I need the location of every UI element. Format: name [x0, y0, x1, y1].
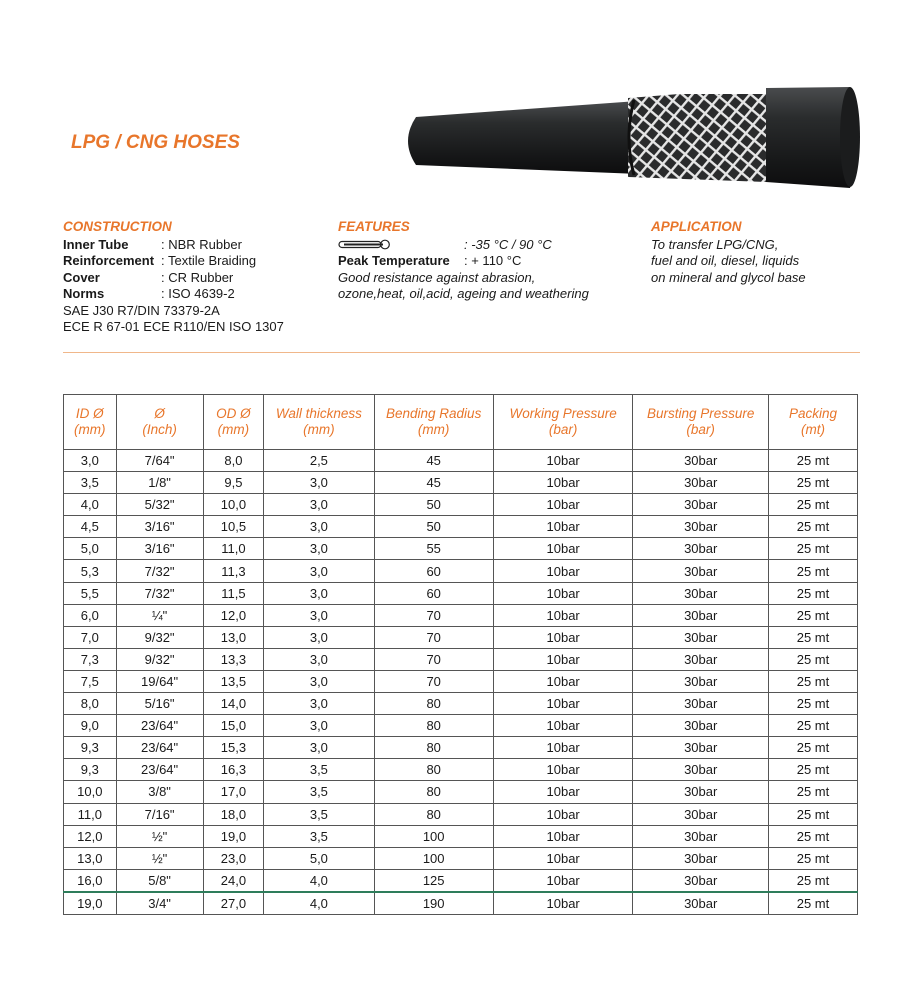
- table-row: [64, 604, 858, 626]
- table-cell: 25 mt: [768, 648, 857, 670]
- table-cell: 12,0: [64, 825, 117, 847]
- table-cell: 5,0: [264, 847, 374, 869]
- table-cell: 23,0: [203, 847, 264, 869]
- table-cell: 80: [374, 715, 493, 737]
- column-header-line: ID Ø: [75, 406, 104, 421]
- table-cell: 10bar: [493, 781, 633, 803]
- table-cell: 50: [374, 516, 493, 538]
- temperature-range: : -35 °C / 90 °C: [464, 236, 552, 252]
- table-cell: 10bar: [493, 892, 633, 915]
- table-cell: 3,0: [264, 715, 374, 737]
- table-cell: 10bar: [493, 582, 633, 604]
- table-cell: 25 mt: [768, 825, 857, 847]
- table-cell: 11,3: [203, 560, 264, 582]
- features-description-1: Good resistance against abrasion,: [338, 269, 536, 285]
- table-cell: 3/16": [116, 538, 203, 560]
- table-cell: 16,3: [203, 759, 264, 781]
- table-cell: 25 mt: [768, 670, 857, 692]
- table-cell: 7,5: [64, 670, 117, 692]
- table-cell: 25 mt: [768, 781, 857, 803]
- table-cell: 3,5: [64, 472, 117, 494]
- table-body: [64, 450, 858, 915]
- norms-line-2: SAE J30 R7/DIN 73379-2A: [63, 302, 220, 318]
- table-cell: 10bar: [493, 626, 633, 648]
- peak-temperature-value: : + 110 °C: [464, 253, 522, 268]
- table-cell: 9/32": [116, 648, 203, 670]
- table-row: [64, 494, 858, 516]
- table-row: [64, 472, 858, 494]
- column-header-line: Bending Radius: [386, 406, 482, 421]
- table-cell: 3,0: [264, 648, 374, 670]
- inner-tube-label: Inner Tube: [63, 236, 129, 252]
- table-cell: 30bar: [633, 715, 769, 737]
- table-cell: 9,3: [64, 759, 117, 781]
- table-cell: 3,0: [264, 693, 374, 715]
- table-cell: 70: [374, 604, 493, 626]
- column-header-line: Bursting Pressure: [647, 406, 755, 421]
- features-heading: FEATURES: [338, 219, 410, 234]
- table-cell: ½": [116, 847, 203, 869]
- table-cell: 25 mt: [768, 892, 857, 915]
- table-cell: 27,0: [203, 892, 264, 915]
- table-cell: 9/32": [116, 626, 203, 648]
- table-cell: 25 mt: [768, 604, 857, 626]
- table-row: [64, 626, 858, 648]
- table-cell: 11,0: [203, 538, 264, 560]
- column-header-line: (Inch): [142, 422, 177, 437]
- table-cell: 3,5: [264, 781, 374, 803]
- table-cell: 4,5: [64, 516, 117, 538]
- table-cell: 25 mt: [768, 472, 857, 494]
- features-description-2: ozone,heat, oil,acid, ageing and weathering: [338, 286, 589, 301]
- table-cell: 60: [374, 582, 493, 604]
- table-cell: 7,3: [64, 648, 117, 670]
- table-cell: 25 mt: [768, 626, 857, 648]
- construction-heading: CONSTRUCTION: [63, 219, 172, 234]
- table-cell: 10bar: [493, 450, 633, 472]
- table-row: [64, 847, 858, 869]
- table-cell: 25 mt: [768, 847, 857, 869]
- table-cell: 25 mt: [768, 560, 857, 582]
- table-cell: 7/32": [116, 582, 203, 604]
- table-cell: 30bar: [633, 825, 769, 847]
- table-cell: 3/8": [116, 781, 203, 803]
- table-cell: 80: [374, 759, 493, 781]
- column-header-line: (mm): [303, 422, 335, 437]
- table-cell: 5/8": [116, 869, 203, 892]
- table-cell: 80: [374, 781, 493, 803]
- table-row: [64, 560, 858, 582]
- table-cell: 24,0: [203, 869, 264, 892]
- hose-illustration: [398, 84, 866, 192]
- table-cell: 25 mt: [768, 737, 857, 759]
- table-cell: 14,0: [203, 693, 264, 715]
- table-cell: 9,3: [64, 737, 117, 759]
- table-cell: 30bar: [633, 759, 769, 781]
- column-header: [374, 395, 493, 450]
- table-cell: 25 mt: [768, 494, 857, 516]
- column-header-line: (mm): [217, 422, 250, 437]
- table-cell: 3,0: [264, 538, 374, 560]
- table-cell: 3,0: [264, 560, 374, 582]
- table-row: [64, 825, 858, 847]
- table-cell: 8,0: [64, 693, 117, 715]
- table-row: [64, 693, 858, 715]
- table-cell: 17,0: [203, 781, 264, 803]
- table-row: [64, 538, 858, 560]
- table-cell: 4,0: [264, 892, 374, 915]
- norms-line-3: ECE R 67-01 ECE R110/EN ISO 1307: [63, 319, 284, 334]
- table-cell: 30bar: [633, 648, 769, 670]
- column-header-line: OD Ø: [216, 406, 251, 421]
- table-cell: 25 mt: [768, 450, 857, 472]
- column-header-line: Packing: [788, 406, 837, 421]
- column-header-line: (mm): [417, 422, 450, 437]
- table-row: [64, 516, 858, 538]
- table-cell: 7/64": [116, 450, 203, 472]
- table-cell: 5,3: [64, 560, 117, 582]
- table-cell: 30bar: [633, 626, 769, 648]
- table-row: [64, 737, 858, 759]
- table-cell: 10bar: [493, 693, 633, 715]
- table-cell: 10bar: [493, 494, 633, 516]
- table-cell: 3,0: [264, 737, 374, 759]
- norms-label: Norms: [63, 286, 105, 301]
- table-cell: 7/32": [116, 560, 203, 582]
- application-line-2: fuel and oil, diesel, liquids: [651, 253, 800, 268]
- table-cell: 3,0: [264, 472, 374, 494]
- table-cell: 80: [374, 803, 493, 825]
- table-row: [64, 582, 858, 604]
- table-cell: 25 mt: [768, 759, 857, 781]
- table-cell: 3/4": [116, 892, 203, 915]
- column-header-line: Working Pressure: [509, 406, 617, 421]
- table-cell: 30bar: [633, 847, 769, 869]
- table-cell: 8,0: [203, 450, 264, 472]
- table-cell: 5/32": [116, 494, 203, 516]
- table-cell: 25 mt: [768, 715, 857, 737]
- table-cell: 9,5: [203, 472, 264, 494]
- table-cell: 25 mt: [768, 803, 857, 825]
- table-cell: 16,0: [64, 869, 117, 892]
- table-cell: 70: [374, 648, 493, 670]
- column-header-line: Wall thickness: [275, 406, 362, 421]
- table-cell: 30bar: [633, 803, 769, 825]
- table-row: [64, 892, 858, 915]
- table-cell: 70: [374, 626, 493, 648]
- table-cell: 100: [374, 825, 493, 847]
- table-cell: 23/64": [116, 737, 203, 759]
- table-header-row: [64, 395, 858, 450]
- table-cell: 10bar: [493, 604, 633, 626]
- table-cell: 30bar: [633, 892, 769, 915]
- table-cell: 3,0: [264, 516, 374, 538]
- table-cell: 30bar: [633, 604, 769, 626]
- hose-specs-table: [63, 394, 858, 915]
- table-cell: 30bar: [633, 693, 769, 715]
- table-cell: 10bar: [493, 803, 633, 825]
- table-cell: 3,0: [264, 582, 374, 604]
- table-cell: 10bar: [493, 648, 633, 670]
- table-cell: 3,0: [264, 670, 374, 692]
- table-cell: 60: [374, 560, 493, 582]
- table-cell: 10bar: [493, 670, 633, 692]
- table-cell: 3,5: [264, 825, 374, 847]
- table-cell: 1/8": [116, 472, 203, 494]
- table-cell: 19/64": [116, 670, 203, 692]
- table-cell: 25 mt: [768, 582, 857, 604]
- table-cell: 45: [374, 450, 493, 472]
- column-header: [633, 395, 769, 450]
- norms-value: : ISO 4639-2: [161, 286, 235, 301]
- table-cell: 55: [374, 538, 493, 560]
- table-header: [64, 395, 858, 450]
- column-header: [264, 395, 374, 450]
- table-cell: 18,0: [203, 803, 264, 825]
- table-cell: 7/16": [116, 803, 203, 825]
- table-cell: 19,0: [203, 825, 264, 847]
- application-line-1: To transfer LPG/CNG,: [651, 236, 779, 252]
- table-cell: 100: [374, 847, 493, 869]
- table-cell: ¼": [116, 604, 203, 626]
- table-cell: 12,0: [203, 604, 264, 626]
- column-header: [493, 395, 633, 450]
- table-cell: 15,3: [203, 737, 264, 759]
- table-cell: 5,5: [64, 582, 117, 604]
- table-cell: ½": [116, 825, 203, 847]
- table-cell: 10bar: [493, 516, 633, 538]
- table-cell: 5/16": [116, 693, 203, 715]
- table-cell: 25 mt: [768, 516, 857, 538]
- table-cell: 30bar: [633, 450, 769, 472]
- table-cell: 80: [374, 737, 493, 759]
- table-cell: 10,0: [64, 781, 117, 803]
- application-section: [651, 219, 806, 286]
- table-cell: 30bar: [633, 560, 769, 582]
- table-cell: 11,0: [64, 803, 117, 825]
- table-cell: 5,0: [64, 538, 117, 560]
- table-cell: 13,0: [203, 626, 264, 648]
- table-cell: 3,0: [264, 494, 374, 516]
- thermometer-icon: [338, 237, 464, 254]
- table-cell: 9,0: [64, 715, 117, 737]
- table-cell: 2,5: [264, 450, 374, 472]
- column-header-line: (bar): [548, 422, 578, 437]
- table-cell: 6,0: [64, 604, 117, 626]
- table-cell: 30bar: [633, 516, 769, 538]
- peak-temperature-label: Peak Temperature: [338, 253, 450, 268]
- table-cell: 30bar: [633, 781, 769, 803]
- table-cell: 13,5: [203, 670, 264, 692]
- column-header-line: (bar): [686, 422, 715, 437]
- table-cell: 25 mt: [768, 538, 857, 560]
- table-cell: 10,0: [203, 494, 264, 516]
- table-cell: 70: [374, 670, 493, 692]
- construction-section: [63, 219, 284, 336]
- table-cell: 15,0: [203, 715, 264, 737]
- table-cell: 23/64": [116, 715, 203, 737]
- page-title: LPG / CNG HOSES: [71, 132, 240, 153]
- table-cell: 125: [374, 869, 493, 892]
- reinforcement-label: Reinforcement: [63, 253, 155, 268]
- table-cell: 10bar: [493, 560, 633, 582]
- section-divider: [63, 352, 860, 353]
- table-cell: 10bar: [493, 737, 633, 759]
- reinforcement-value: : Textile Braiding: [161, 253, 257, 268]
- table-cell: 3,0: [264, 604, 374, 626]
- column-header: [203, 395, 264, 450]
- table-row: [64, 450, 858, 472]
- table-cell: 13,0: [64, 847, 117, 869]
- table-cell: 10bar: [493, 825, 633, 847]
- column-header: [116, 395, 203, 450]
- application-heading: APPLICATION: [651, 219, 742, 234]
- table-cell: 3,5: [264, 803, 374, 825]
- table-cell: 19,0: [64, 892, 117, 915]
- table-cell: 3,0: [64, 450, 117, 472]
- cover-value: : CR Rubber: [161, 269, 234, 285]
- table-cell: 4,0: [64, 494, 117, 516]
- table-cell: 10bar: [493, 847, 633, 869]
- table-cell: 30bar: [633, 538, 769, 560]
- table-cell: 80: [374, 693, 493, 715]
- table-cell: 13,3: [203, 648, 264, 670]
- table-cell: 10bar: [493, 715, 633, 737]
- table-row: [64, 670, 858, 692]
- table-row: [64, 715, 858, 737]
- table-cell: 23/64": [116, 759, 203, 781]
- table-row: [64, 759, 858, 781]
- table-cell: 50: [374, 494, 493, 516]
- inner-tube-value: : NBR Rubber: [161, 236, 242, 252]
- table-cell: 10bar: [493, 538, 633, 560]
- table-cell: 45: [374, 472, 493, 494]
- table-cell: 30bar: [633, 670, 769, 692]
- table-cell: 3,5: [264, 759, 374, 781]
- table-cell: 10,5: [203, 516, 264, 538]
- table-row: [64, 781, 858, 803]
- table-cell: 10bar: [493, 759, 633, 781]
- application-line-3: on mineral and glycol base: [651, 269, 806, 285]
- table-cell: 30bar: [633, 582, 769, 604]
- table-cell: 25 mt: [768, 693, 857, 715]
- cover-label: Cover: [63, 269, 100, 285]
- table-cell: 30bar: [633, 472, 769, 494]
- table-cell: 30bar: [633, 869, 769, 892]
- table-row: [64, 648, 858, 670]
- table-cell: 10bar: [493, 472, 633, 494]
- table-row: [64, 869, 858, 892]
- table-cell: 3,0: [264, 626, 374, 648]
- table-cell: 4,0: [264, 869, 374, 892]
- table-cell: 25 mt: [768, 869, 857, 892]
- column-header-line: (mm): [74, 422, 106, 437]
- column-header-line: Ø: [154, 406, 165, 421]
- column-header: [768, 395, 857, 450]
- features-section: [338, 219, 589, 303]
- table-cell: 190: [374, 892, 493, 915]
- table-cell: 7,0: [64, 626, 117, 648]
- table-cell: 3/16": [116, 516, 203, 538]
- table-row: [64, 803, 858, 825]
- table-cell: 30bar: [633, 737, 769, 759]
- table-cell: 11,5: [203, 582, 264, 604]
- table-cell: 30bar: [633, 494, 769, 516]
- table-cell: 10bar: [493, 869, 633, 892]
- column-header: [64, 395, 117, 450]
- column-header-line: (mt): [800, 422, 825, 437]
